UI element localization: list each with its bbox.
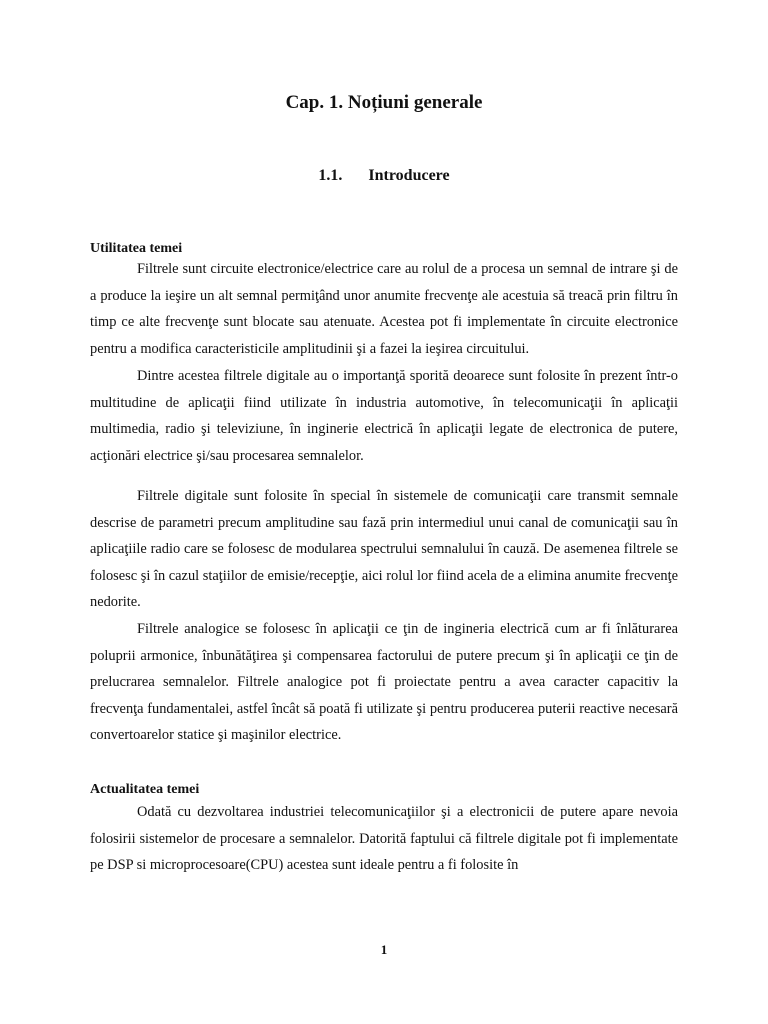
- paragraph-actualitatea-1: Odată cu dezvoltarea industriei telecomunicaţiilor şi a electronicii de putere apare nevoia folosirii sistemelor de procesare a semnalelor. Datorită faptului că filtrele digitale pot fi implementate pe DSP si microprocesoare(CPU) acestea sunt ideale pentru a fi folosite în: [90, 804, 678, 874]
- heading-actualitatea-temei: Actualitatea temei: [90, 782, 200, 797]
- paragraph-utilitatea-3: Filtrele digitale sunt folosite în special în sistemele de comunicaţii care transmit semnale descrise de parametri precum amplitudine sau fază prin intermediul unui canal de comunicaţii sau în aplicaţiile radio care se folosesc de modularea spectrului semnalului în cauză. De asemenea filtrele se folosesc şi în cazul staţiilor de emisie/recepţie, aici rolul lor fiind acela de a elimina anumite frecvenţe nedorite.: [90, 488, 678, 611]
- section-title: [0, 167, 768, 185]
- section-title-text: Introducere: [368, 167, 450, 184]
- chapter-title: Cap. 1. Noțiuni generale: [285, 92, 483, 113]
- heading-utilitatea-temei: Utilitatea temei: [90, 241, 183, 256]
- paragraph-utilitatea-4: Filtrele analogice se folosesc în aplicaţii ce ţin de ingineria electrică cum ar fi înlăturarea poluprii armonice, înbunătăţirea şi compensarea factorului de putere precum şi în aplicaţii ce ţin de prelucrarea semnalelor. Filtrele analogice pot fi proiectate pentru a avea caracter capacitiv la frecvenţa fundamentalei, astfel încât să poată fi utilizate şi pentru producerea puterii reactive necesară convertoarelor statice şi maşinilor electrice.: [90, 621, 678, 744]
- section-number: 1.1.: [318, 167, 343, 184]
- paragraph-utilitatea-1: Filtrele sunt circuite electronice/electrice care au rolul de a procesa un semnal de intrare şi de a produce la ieşire un alt semnal permiţând unor anumite frecvenţe ale acestuia să treacă prin filtru în timp ce alte frecvenţe sunt blocate sau atenuate. Acestea pot fi implementate în circuite electronice pentru a modifica caracteristicile amplitudinii şi a fazei la ieşirea circuitului.: [90, 261, 678, 357]
- page-number: 1: [380, 942, 388, 957]
- paragraph-utilitatea-2: Dintre acestea filtrele digitale au o importanţă sporită deoarece sunt folosite în prezent într-o multitudine de aplicaţii fiind utilizate în industria automotive, în telecomunicaţii în aplicaţii multimedia, radio şi televiziune, în inginerie electrică în aplicaţii legate de electronica de putere, acţionări electrice şi/sau procesarea semnalelor.: [90, 368, 678, 464]
